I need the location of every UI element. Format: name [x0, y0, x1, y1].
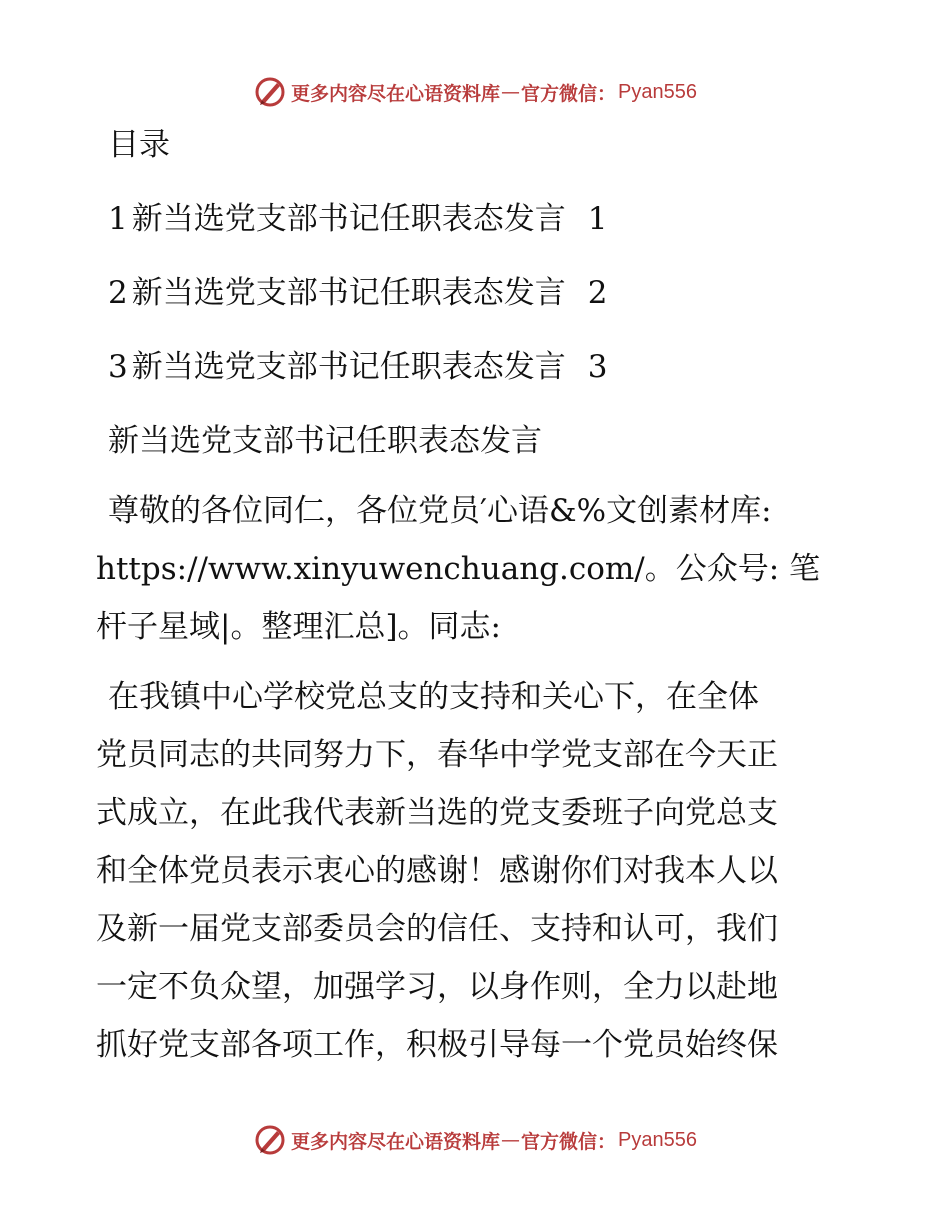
text-line: 抓好党支部各项工作，积极引导每一个党员始终保	[96, 1027, 778, 1063]
watermark-wechat-label: 官方微信：	[521, 1130, 617, 1153]
text-line: 式成立，在此我代表新当选的党支委班子向党总支	[96, 795, 778, 831]
watermark-separator: —	[501, 81, 521, 103]
text-line: https://www.xinyuwenchuang.com/。公众号: 笔	[96, 551, 821, 587]
toc-item-title: 新当选党支部书记任职表态发言	[131, 201, 566, 237]
watermark-text: 更多内容尽在心语资料库	[291, 82, 501, 105]
text-line: 尊敬的各位同仁，各位党员′心语&%文创素材库:	[108, 493, 772, 529]
toc-item-title: 新当选党支部书记任职表态发言	[131, 349, 566, 385]
toc-item-number: 2	[108, 275, 128, 311]
body-paragraph	[96, 668, 856, 1074]
text-line: 党员同志的共同努力下，春华中学党支部在今天正	[96, 737, 778, 773]
toc-item-title: 新当选党支部书记任职表态发言	[131, 275, 566, 311]
toc-item-page: 2	[587, 275, 608, 311]
footer-watermark	[0, 1120, 950, 1160]
text-line: 和全体党员表示衷心的感谢！感谢你们对我本人以	[96, 853, 778, 889]
text-line: 及新一届党支部委员会的信任、支持和认可，我们	[96, 911, 778, 947]
watermark-wechat-id: Pyan556	[618, 80, 697, 103]
watermark-separator: —	[501, 1129, 521, 1151]
pen-logo-icon	[253, 75, 287, 109]
greeting-paragraph	[96, 482, 856, 656]
toc-title: 目录	[108, 127, 170, 163]
pen-logo-icon	[253, 1123, 287, 1157]
watermark-wechat-id: Pyan556	[618, 1128, 697, 1151]
toc-item-page: 1	[587, 201, 608, 237]
article-heading: 新当选党支部书记任职表态发言	[108, 423, 542, 459]
text-line: 杆子星域|。整理汇总]。同志:	[96, 609, 501, 645]
toc-item-1[interactable]	[96, 190, 856, 248]
watermark-group	[253, 75, 697, 109]
watermark-text: 更多内容尽在心语资料库	[291, 1130, 501, 1153]
text-line: 在我镇中心学校党总支的支持和关心下，在全体	[108, 679, 759, 715]
toc-item-page: 3	[587, 349, 608, 385]
toc-item-number: 1	[108, 201, 128, 237]
document-body	[96, 112, 856, 1074]
text-line: 一定不负众望，加强学习，以身作则，全力以赴地	[96, 969, 778, 1005]
header-watermark	[0, 72, 950, 112]
toc-item-3[interactable]	[96, 338, 856, 396]
toc-item-2[interactable]	[96, 264, 856, 322]
toc-item-number: 3	[108, 349, 128, 385]
watermark-group	[253, 1123, 697, 1157]
watermark-wechat-label: 官方微信：	[521, 82, 617, 105]
